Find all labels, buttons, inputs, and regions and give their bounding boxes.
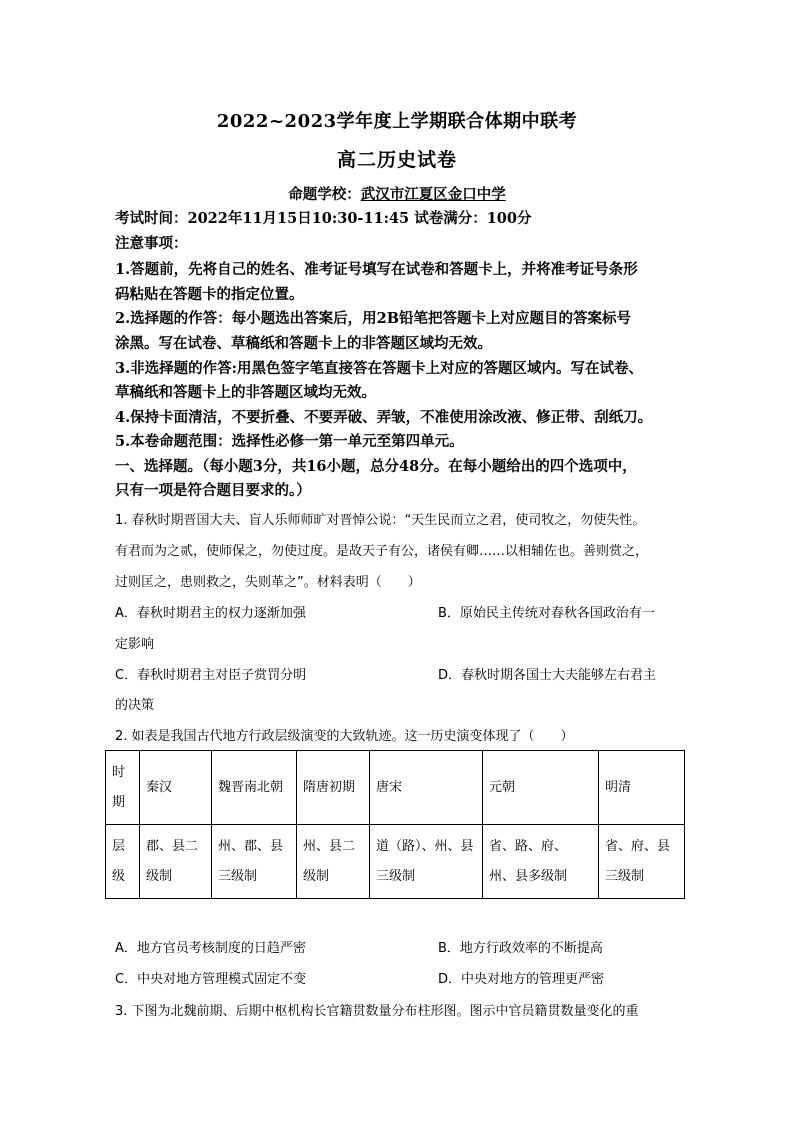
q1-option-b-cont: 定影响: [115, 637, 155, 652]
table-row: [106, 825, 685, 899]
q1-option-b: B．原始民主传统对春秋各国政治有一: [438, 606, 655, 621]
table-cell: 道（路）、州、县三级制: [370, 825, 483, 899]
q2-stem: 2. 如表是我国古代地方行政层级演变的大致轨迹。这一历史演变体现了（ ）: [115, 729, 574, 744]
admin-levels-table: [105, 750, 685, 899]
q2-option-b: B．地方行政效率的不断提高: [438, 941, 603, 956]
table-cell: 州、郡、县三级制: [212, 825, 297, 899]
table-cell: 层级: [106, 825, 140, 899]
q2-option-c: C．中央对地方管理模式固定不变: [115, 972, 307, 987]
notes-line: 1.答题前，先将自己的姓名、准考证号填写在试卷和答题卡上，并将准考证号条形: [115, 261, 638, 278]
section-heading-cont: 只有一项是符合题目要求的。）: [115, 482, 311, 499]
exam-title: 2022~2023学年度上学期联合体期中联考: [216, 111, 578, 132]
notes-line: 4.保持卡面清洁，不要折叠、不要弄破、弄皱，不准使用涂改液、修正带、刮纸刀。: [115, 409, 653, 426]
notes-line: 草稿纸和答题卡上的非答题区域均无效。: [115, 384, 376, 401]
q3-stem: 3. 下图为北魏前期、后期中枢机构长官籍贯数量分布柱形图。图示中官员籍贯数量变化的重: [115, 1004, 639, 1019]
table-cell: 郡、县二级制: [140, 825, 212, 899]
table-cell: 州、县二级制: [297, 825, 370, 899]
q1-option-d: D．春秋时期各国士大夫能够左右君主: [438, 668, 657, 683]
q1-option-d-cont: 的决策: [115, 698, 155, 713]
q1-stem-line: 过则匡之，患则救之，失则革之”。材料表明（ ）: [115, 575, 421, 590]
section-heading: 一、选择题。（每小题3分，共16小题，总分48分。在每小题给出的四个选项中，: [115, 458, 637, 475]
table-cell: 唐宋: [370, 751, 483, 825]
table-cell: 时期: [106, 751, 140, 825]
table-row: [106, 751, 685, 825]
school-name: 武汉市江夏区金口中学: [360, 186, 506, 203]
table-cell: 元朝: [483, 751, 599, 825]
table-cell: 隋唐初期: [297, 751, 370, 825]
exam-subtitle: 高二历史试卷: [336, 149, 457, 171]
notes-heading: 注意事项：: [115, 235, 188, 252]
q1-option-a: A．春秋时期君主的权力逐渐加强: [115, 606, 306, 621]
q1-stem-line: 1. 春秋时期晋国大夫、盲人乐师师旷对晋悼公说：“天生民而立之君，使司牧之，勿使失性。: [115, 513, 646, 528]
school-line: [0, 183, 794, 204]
notes-line: 2.选择题的作答：每小题选出答案后，用2B铅笔把答题卡上对应题目的答案标号: [115, 310, 631, 327]
q2-option-a: A．地方官员考核制度的日趋严密: [115, 941, 306, 956]
table-cell: 秦汉: [140, 751, 212, 825]
q1-stem-line: 有君而为之贰，使师保之，勿使过度。是故天子有公，诸侯有卿……以相辅佐也。善则赏之，: [115, 544, 649, 559]
table-cell: 省、路、府、州、县多级制: [483, 825, 599, 899]
school-label: 命题学校：: [288, 186, 361, 203]
table-cell: 魏晋南北朝: [212, 751, 297, 825]
exam-info: 考试时间：2022年11月15日10:30-11:45 试卷满分：100分: [115, 210, 532, 227]
q2-option-d: D．中央对地方的管理更严密: [438, 972, 605, 987]
notes-line: 3.非选择题的作答:用黑色签字笔直接答在答题卡上对应的答题区域内。写在试卷、: [115, 360, 643, 377]
notes-line: 码粘贴在答题卡的指定位置。: [115, 286, 304, 303]
table-cell: 省、府、县三级制: [599, 825, 685, 899]
table-cell: 明清: [599, 751, 685, 825]
notes-line: 5.本卷命题范围：选择性必修一第一单元至第四单元。: [115, 433, 464, 450]
notes-line: 涂黑。写在试卷、草稿纸和答题卡上的非答题区域均无效。: [115, 335, 492, 352]
q1-option-c: C．春秋时期君主对臣子赏罚分明: [115, 668, 307, 683]
